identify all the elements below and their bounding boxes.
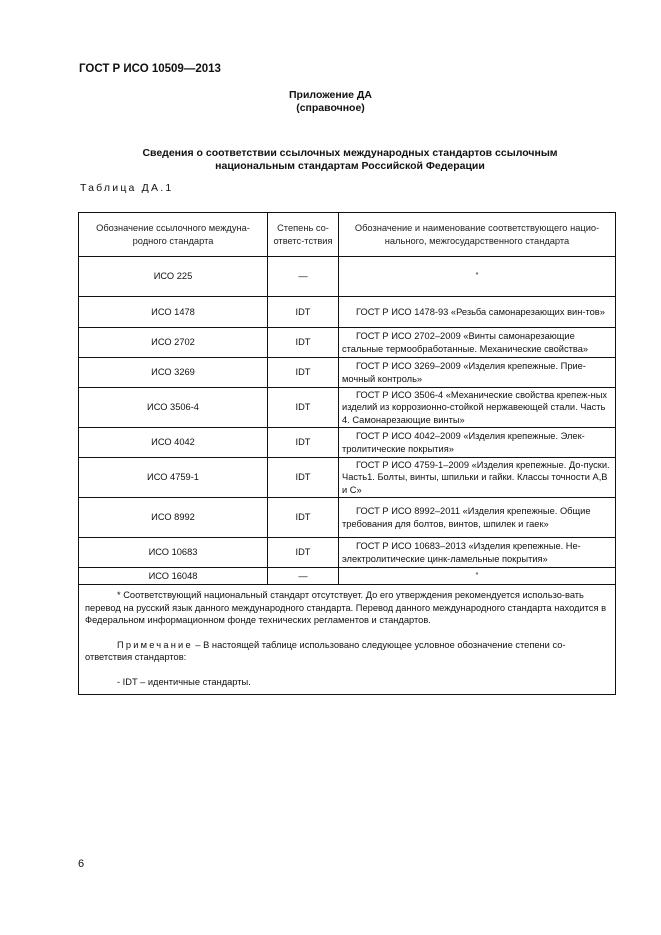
national-standard-cell: ГОСТ Р ИСО 1478-93 «Резьба самонарезающих вин-тов» [339,297,616,328]
table-notes [79,585,616,695]
intl-standard-cell: ИСО 3269 [79,358,268,388]
table-row [79,568,616,585]
table-caption: Таблица ДА.1 [80,182,174,194]
table-row [79,257,616,297]
national-standard-cell: * [339,568,616,585]
national-standard-cell: ГОСТ Р ИСО 10683–2013 «Изделия крепежные. Не-электролитические цинк-ламельные покрытия» [339,538,616,568]
degree-cell: — [268,257,339,297]
section-title [90,147,610,173]
national-standard-cell: * [339,257,616,297]
national-standard-cell: ГОСТ Р ИСО 3506-4 «Механические свойства крепеж-ных изделий из коррозионно-стойкой нержавеющей стали. Часть 4. Самонарезающие винты» [339,388,616,428]
table-row [79,358,616,388]
header-international-standard: Обозначение ссылочного междуна-родного стандарта [79,213,268,257]
degree-cell: IDT [268,428,339,458]
appendix-heading [0,89,661,115]
intl-standard-cell: ИСО 3506-4 [79,388,268,428]
table-row [79,538,616,568]
degree-cell: IDT [268,458,339,498]
national-standard-cell: ГОСТ Р ИСО 3269–2009 «Изделия крепежные. Прие-мочный контроль» [339,358,616,388]
degree-cell: IDT [268,538,339,568]
national-standard-cell: ГОСТ Р ИСО 4759-1–2009 «Изделия крепежные. До-пуски. Часть1. Болты, винты, шпильки и гайки. Классы точности А,В и С» [339,458,616,498]
national-standard-cell: ГОСТ Р ИСО 4042–2009 «Изделия крепежные. Элек-тролитические покрытия» [339,428,616,458]
national-standard-cell: ГОСТ Р ИСО 8992–2011 «Изделия крепежные. Общие требования для болтов, винтов, шпилек и гаек» [339,498,616,538]
table-row [79,297,616,328]
intl-standard-cell: ИСО 2702 [79,328,268,358]
intl-standard-cell: ИСО 225 [79,257,268,297]
table-row [79,328,616,358]
header-national-standard: Обозначение и наименование соответствующего нацио-нального, межгосударственного стандарта [339,213,616,257]
intl-standard-cell: ИСО 4042 [79,428,268,458]
section-title-line-1: Сведения о соответствии ссылочных международных стандартов ссылочным [142,147,558,159]
table-notes-row [79,585,616,695]
header-degree-of-correspondence: Степень со-ответс-тствия [268,213,339,257]
table-row [79,458,616,498]
page-number: 6 [78,858,85,870]
degree-cell: IDT [268,388,339,428]
intl-standard-cell: ИСО 1478 [79,297,268,328]
table-row [79,498,616,538]
degree-cell: IDT [268,297,339,328]
appendix-title: Приложение ДА [289,89,372,101]
note-label: Примечание [117,639,193,650]
degree-cell: IDT [268,498,339,538]
degree-cell: IDT [268,328,339,358]
table-header-row [79,213,616,257]
note-text: – В настоящей таблице использовано следующее условное обозначение степени со-ответствия стандартов: [85,639,566,662]
national-standard-cell: ГОСТ Р ИСО 2702–2009 «Винты самонарезающие стальные термообработанные. Механические свойства» [339,328,616,358]
degree-cell: — [268,568,339,585]
table-note [85,639,609,664]
table-row [79,428,616,458]
intl-standard-cell: ИСО 8992 [79,498,268,538]
standards-correspondence-table [78,212,616,695]
idt-definition: - IDT – идентичные стандарты. [117,676,251,687]
section-title-line-2: национальным стандартам Российской Федерации [215,160,485,172]
footnote: * Соответствующий национальный стандарт отсутствует. До его утверждения рекомендуется использо-вать перевод на русский язык данного международного стандарта. Перевод данного международного стандарта находится в Федеральном информационном фонде технических регламентов и стандартов. [85,590,607,625]
table-row [79,388,616,428]
appendix-subtitle: (справочное) [296,102,365,114]
document-code: ГОСТ Р ИСО 10509—2013 [79,63,221,75]
intl-standard-cell: ИСО 16048 [79,568,268,585]
intl-standard-cell: ИСО 4759-1 [79,458,268,498]
degree-cell: IDT [268,358,339,388]
intl-standard-cell: ИСО 10683 [79,538,268,568]
